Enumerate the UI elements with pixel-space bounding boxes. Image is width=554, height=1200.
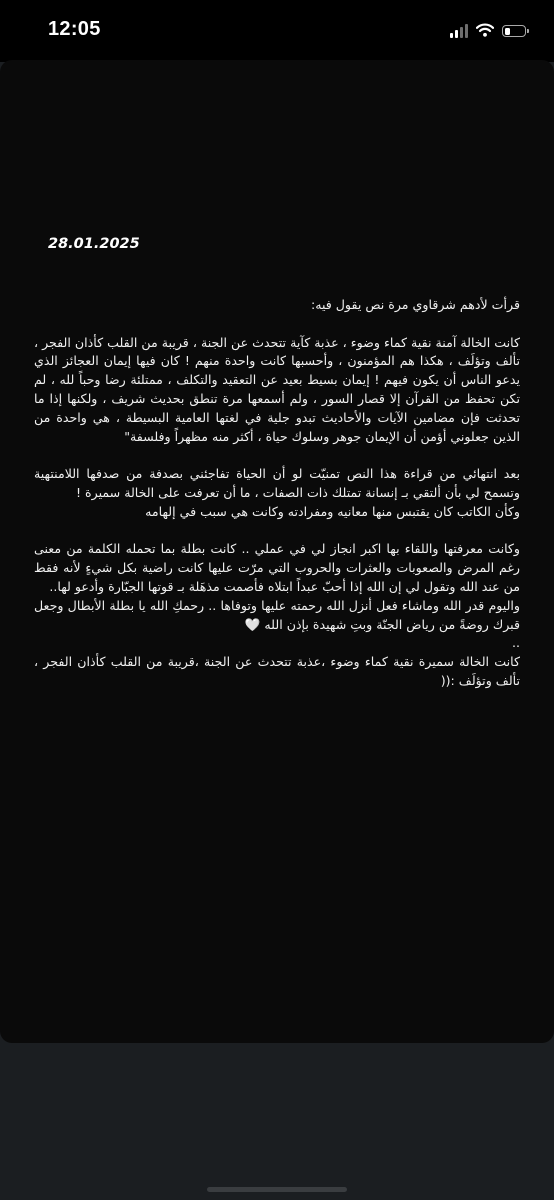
note-date: 28.01.2025 [48, 236, 140, 252]
wifi-icon [476, 22, 494, 41]
status-time: 12:05 [48, 18, 101, 40]
status-icons [450, 22, 526, 40]
status-bar [0, 0, 554, 62]
note-body[interactable] [34, 296, 520, 691]
note-paragraph-quote: كانت الخالة آمنة نقية كماء وضوء ، عذبة كآية تتحدث عن الجنة ، قريبة من القلب كأذان الفجر ، تألف وتؤلَف ، هكذا هم المؤمنون ، وأحسبها كانت واحدة منهم ! كان فيها إيمان العجائز الذي يدعو الناس أن يكون فيهم ! إيمان بسيط بعيد عن التعقيد والتكلف ، ممتلئة رضا وحباً لله ، لم تكن تحفظ من القرآن إلا قصار السور ، ولم أسمعها مرة تنطق بحديث شريف ، ولكنها إذا ما تحدثت فإن مضامين الآيات والأحاديث تبدو جلية في لغتها العامية البسيطة ، هي واحدة من الذين جعلوني أؤمن أن الإيمان جوهر وسلوك حياة ، أكثر منه مظهراً وفلسفة" [34, 334, 520, 444]
battery-icon [502, 25, 526, 37]
signal-icon [450, 24, 468, 38]
home-indicator[interactable] [207, 1187, 347, 1192]
note-paragraph-intro: قرأت لأدهم شرقاوي مرة نص يقول فيه: [310, 297, 520, 312]
note-paragraph-tribute: وكانت معرفتها واللقاء بها اكبر انجاز لي في عملي .. كانت بطلة بما تحمله الكلمة من معنى رغم المرض والصعوبات والعثرات والحروب التي مرّت عليها كانت راضية بكل شيءٍ لأنه فقط من عند الله وتقول لي إن الله إذا أحبّ عبداً ابتلاه فأصمت مذهَلة بـ قوتها الجبّارة وأدعو لها.. واليوم قدر الله وماشاء فعل أنزل الله رحمته عليها وتوفاها .. رحمكِ الله يا بطلة الأبطال وجعل قبرك روضةً من رياض الجنّة وبتِ شهيدة بإذن الله 🤍 .. كانت الخالة سميرة نقية كماء وضوء ،عذبة تتحدث عن الجنة ،قريبة من القلب كأذان الفجر ، تألف وتؤلَف :(( [34, 541, 520, 688]
note-paragraph-reflection: بعد انتهائي من قراءة هذا النص تمنيّت لو أن الحياة تفاجئني بصدفة من صدفها اللامنتهية وتسمح لي بأن ألتقي بـ إنسانة تمتلك ذات الصفات ، ما أن تعرفت على الخالة سميرة ! وكأن الكاتب كان يقتبس منها معانيه ومفرادته وكانت هي سبب في إلهامه [34, 466, 520, 519]
